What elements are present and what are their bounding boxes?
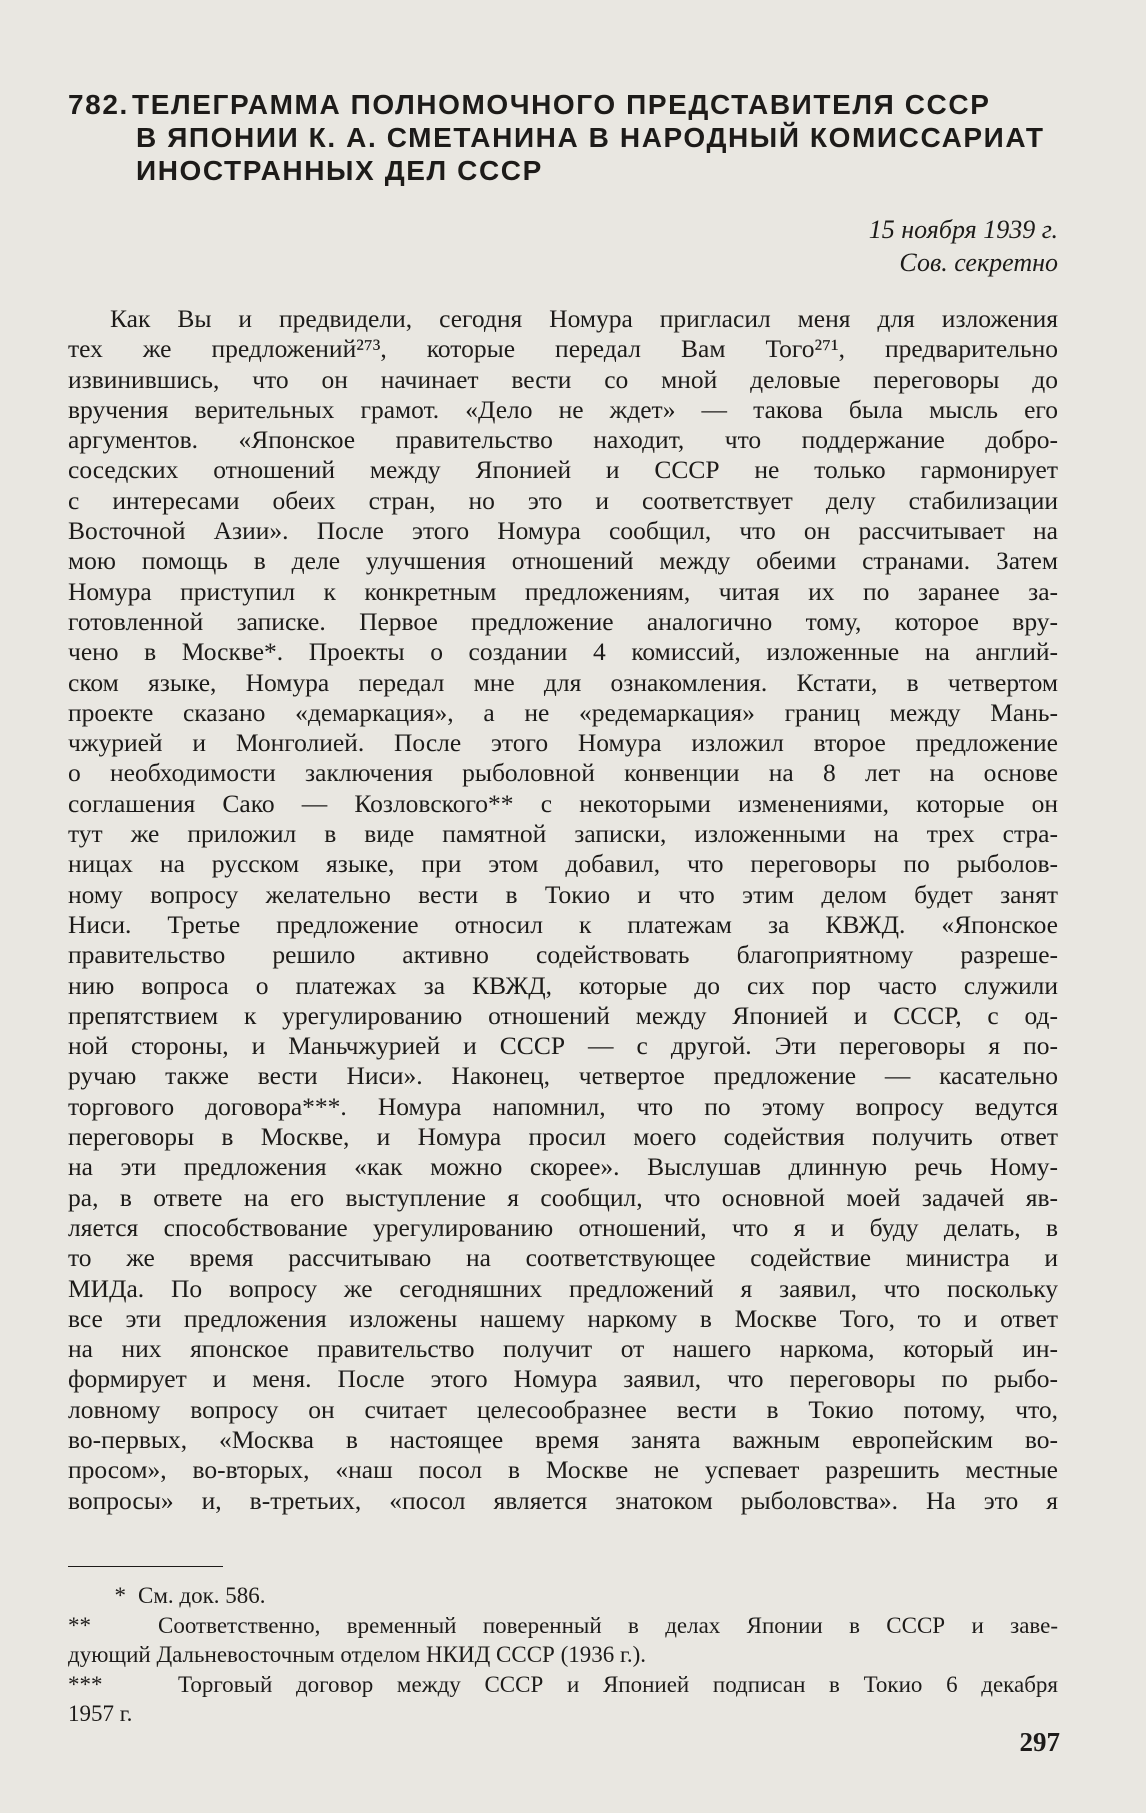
body-line: тут же приложил в виде памятной записки, изложенными на трех стра- [68,819,1058,849]
body-line: переговоры в Москве, и Номура просил моего содействия получить ответ [68,1122,1058,1152]
body-line: вопросы» и, в-третьих, «посол является знатоком рыболовства». На это я [68,1485,1058,1515]
body-line: о необходимости заключения рыболовной конвенции на 8 лет на основе [68,758,1058,788]
footnotes [68,1581,1058,1729]
body-line: Восточной Азии». После этого Номура сообщил, что он рассчитывает на [68,516,1058,546]
document-heading [68,88,1068,187]
body-line: ловному вопросу он считает целесообразнее вести в Токио потому, что, [68,1394,1058,1424]
body-line: торгового договора***. Номура напомнил, что по этому вопросу ведутся [68,1091,1058,1121]
footnote-line [68,1611,1058,1641]
footnote-text: 1957 г. [68,1701,133,1726]
body-line: ра, в ответе на его выступление я сообщил, что основной моей задачей яв- [68,1182,1058,1212]
footnote-line [68,1640,1058,1670]
footnote-line [68,1670,1058,1700]
body-line: Номура приступил к конкретным предложениям, читая их по заранее за- [68,576,1058,606]
footnote-mark: ** [68,1612,91,1638]
body-line: во-первых, «Москва в настоящее время занята важным европейским во- [68,1424,1058,1454]
body-line: тех же предложений²⁷³, которые передал Вам Того²⁷¹, предварительно [68,334,1058,364]
classification-label: Сов. секретно [899,248,1058,277]
body-line: препятствием к урегулированию отношений между Японией и СССР, с од- [68,1000,1058,1030]
body-line: нию вопроса о платежах за КВЖД, которые до сих пор часто служили [68,970,1058,1000]
body-line: ском языке, Номура передал мне для ознакомления. Кстати, в четвертом [68,667,1058,697]
footnote-text: дующий Дальневосточным отделом НКИД СССР (1936 г.). [68,1642,646,1667]
body-line: просом», во-вторых, «наш посол в Москве не успевает разрешить местные [68,1455,1058,1485]
body-line: на эти предложения «как можно скорее». Выслушав длинную речь Ному- [68,1152,1058,1182]
body-line: соглашения Сако — Козловского** с некоторыми изменениями, которые он [68,788,1058,818]
footnote-line [68,1581,1058,1611]
body-line: правительство решило активно содействовать благоприятному разреше- [68,940,1058,970]
body-line: ручаю также вести Ниси». Наконец, четвертое предложение — касательно [68,1061,1058,1091]
footnote-text: См. док. 586. [138,1583,266,1608]
body-line: аргументов. «Японское правительство находит, что поддержание добро- [68,425,1058,455]
footnote-mark: * [114,1583,126,1608]
body-line: проекте сказано «демаркация», а не «редемаркация» границ между Мань- [68,697,1058,727]
body-line: формирует и меня. После этого Номура заявил, что переговоры по рыбо- [68,1364,1058,1394]
body-line: Ниси. Третье предложение относил к платежам за КВЖД. «Японское [68,909,1058,939]
body-line: на них японское правительство получит от нашего наркома, который ин- [68,1334,1058,1364]
body-line: соседских отношений между Японией и СССР не только гармонирует [68,455,1058,485]
heading-line-3: ИНОСТРАННЫХ ДЕЛ СССР [136,155,543,186]
heading-text-1: ТЕЛЕГРАММА ПОЛНОМОЧНОГО ПРЕДСТАВИТЕЛЯ СССР [132,89,991,120]
body-line: Как Вы и предвидели, сегодня Номура пригласил меня для изложения [110,304,1058,333]
body-line: вручения верительных грамот. «Дело не ждет» — такова была мысль его [68,394,1058,424]
heading-line-1 [68,88,1068,121]
footnote-text: Соответственно, временный поверенный в делах Японии в СССР и заве- [158,1612,1058,1638]
body-line: ной стороны, и Маньчжурией и СССР — с другой. Эти переговоры я по- [68,1031,1058,1061]
body-line: мою помощь в деле улучшения отношений между обеими странами. Затем [68,546,1058,576]
footnote-divider [68,1566,223,1567]
body-line: то же время рассчитываю на соответствующее содействие министра и [68,1243,1058,1273]
body-line: с интересами обеих стран, но это и соответствует делу стабилизации [68,485,1058,515]
body-line: ницах на русском языке, при этом добавил, что переговоры по рыболов- [68,849,1058,879]
body-line: чжурией и Монголией. После этого Номура изложил второе предложение [68,728,1058,758]
body-line: ному вопросу желательно вести в Токио и что этим делом будет занят [68,879,1058,909]
document-meta [869,213,1058,279]
page-number: 297 [1019,1727,1060,1757]
body-line: ляется способствование урегулированию отношений, что я и буду делать, в [68,1212,1058,1242]
footnote-mark: *** [68,1671,103,1697]
footnote-line [68,1699,1058,1729]
heading-line-2: В ЯПОНИИ К. А. СМЕТАНИНА В НАРОДНЫЙ КОМИССАРИАТ [136,122,1045,153]
document-date: 15 ноября 1939 г. [868,215,1058,244]
telegram-body [68,304,1058,1516]
body-line: готовленной записке. Первое предложение аналогично тому, которое вру- [68,606,1058,636]
body-line: извинившись, что он начинает вести со мной деловые переговоры до [68,364,1058,394]
body-line: все эти предложения изложены нашему наркому в Москве Того, то и ответ [68,1303,1058,1333]
footnote-text: Торговый договор между СССР и Японией подписан в Токио 6 декабря [178,1671,1058,1697]
body-line: чено в Москве*. Проекты о создании 4 комиссий, изложенные на англий- [68,637,1058,667]
body-line: МИДа. По вопросу же сегодняшних предложений я заявил, что поскольку [68,1273,1058,1303]
document-number: 782. [68,89,129,120]
